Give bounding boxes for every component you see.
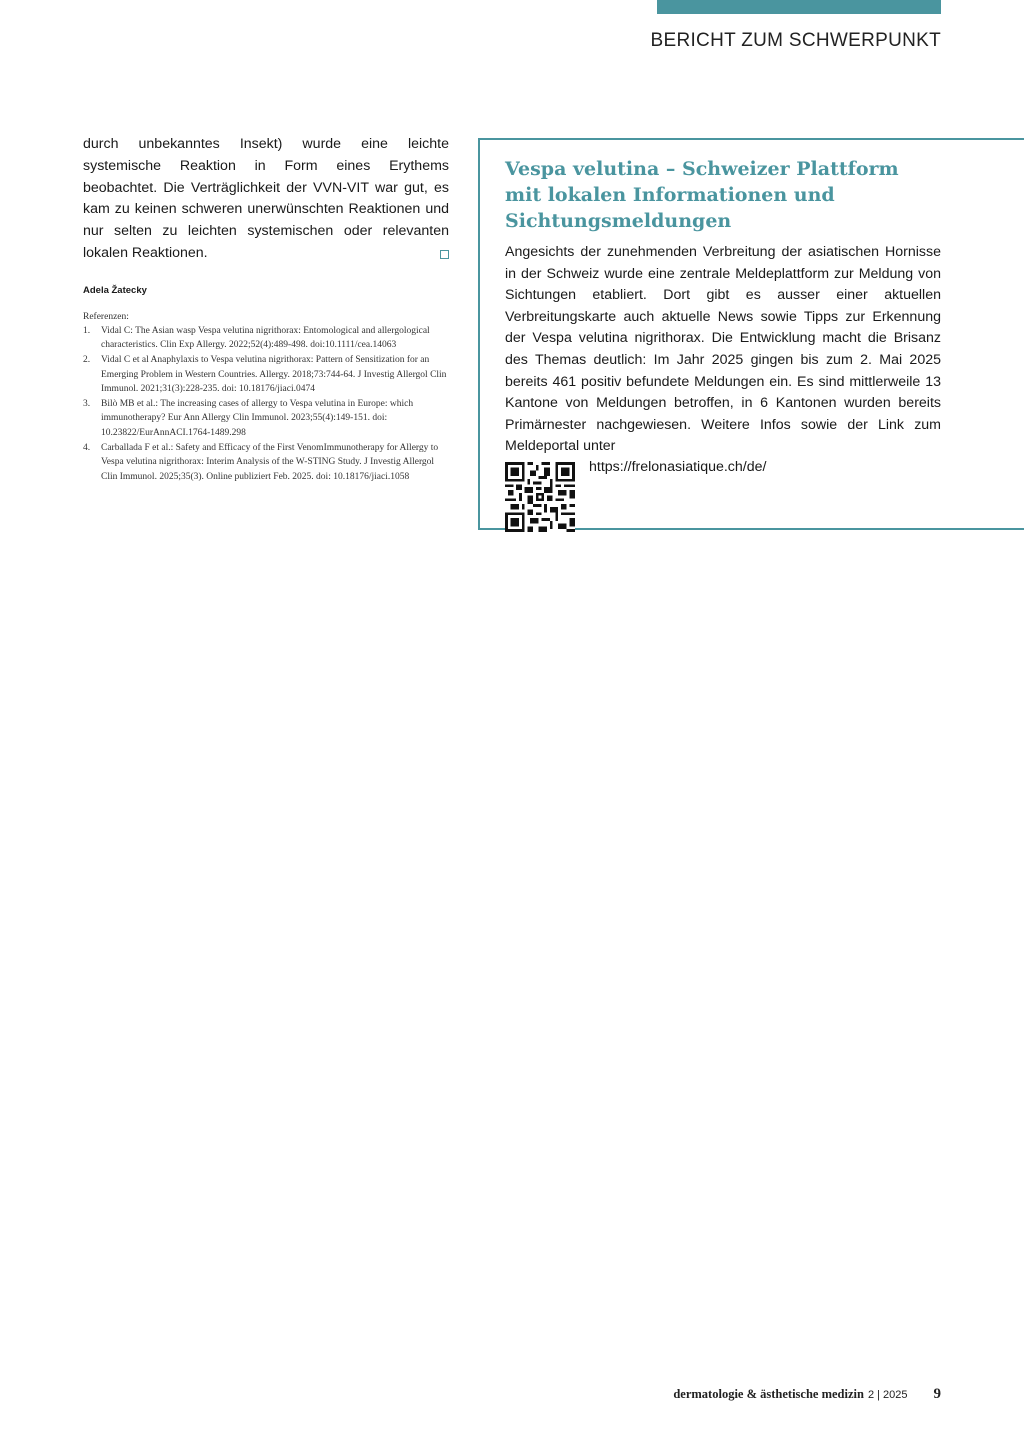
references-list (83, 324, 449, 485)
reference-number: 2. (83, 354, 91, 365)
article-author: Adela Žatecky (83, 284, 147, 296)
header-accent-bar (657, 0, 941, 14)
reference-text: Vidal C: The Asian wasp Vespa velutina nigrithorax: Entomological and allergological characteristics. Clin Exp Allergy. 2022;52(4):489-498. doi:10.1111/cea.14063 (101, 325, 430, 351)
references-heading: Referenzen: (83, 311, 129, 322)
portal-link[interactable]: https://frelonasiatique.ch/de/ (589, 458, 767, 475)
reference-item (83, 324, 449, 353)
reference-text: Vidal C et al Anaphylaxis to Vespa velutina nigrithorax: Pattern of Sensitization for an Emerging Problem in Western Countries. Allergy. 2018;73:744-64. J Investig Allergol Clin Immunol. 2021;31(3):228-235. doi: 10.18176/jiaci.0474 (101, 354, 447, 395)
info-box-title: Vespa velutina – Schweizer Plattform mit lokalen Informationen und Sichtungsmeldungen (505, 158, 899, 232)
info-box (478, 138, 1024, 530)
article-body (83, 134, 449, 265)
article-body-text: durch unbekanntes Insekt) wurde eine leichte systemische Reaktion in Form eines Erythems beobachtet. Die Verträglichkeit der VVN-VIT war gut, es kam zu keinen schweren unerwünschten Reaktionen und nur selten zu leichten systemischen oder relevanten lokalen Reaktionen. (83, 136, 449, 261)
journal-name: dermatologie & ästhetische medizin (673, 1387, 864, 1401)
end-of-article-icon (440, 250, 449, 259)
qr-row (505, 458, 941, 534)
reference-item (83, 397, 449, 441)
reference-number: 3. (83, 398, 91, 409)
info-box-text: Angesichts der zunehmenden Verbreitung der asiatischen Hornisse in der Schweiz wurde eine zentrale Meldeplattform zur Meldung von Sichtungen etabliert. Dort gibt es ausser einer aktuellen Verbreitungskarte auch aktuelle News sowie Tipps zur Erkennung der Vespa velutina nigrithorax. Die Entwicklung macht die Brisanz des Themas deutlich: Im Jahr 2025 gingen bis zum 2. Mai 2025 bereits 461 positiv befundete Meldungen ein. Es sind mittlerweile 13 Kantone von Meldungen betroffen, in 6 Kantonen wurden bereits Primärnester nachgewiesen. Weitere Infos sowie der Link zum Meldeportal unter (505, 244, 941, 455)
reference-item (83, 353, 449, 397)
page-footer (673, 1386, 941, 1403)
reference-item (83, 441, 449, 485)
reference-text: Carballada F et al.: Safety and Efficacy of the First VenomImmunotherapy for Allergy to Vespa velutina nigrithorax: Interim Analysis of the W-STING Study. J Investig Allergol Clin Immunol. 2025;35(3). Online publiziert Feb. 2025. doi: 10.18176/jiaci.1058 (101, 442, 439, 482)
section-header: BERICHT ZUM SCHWERPUNKT (650, 30, 941, 51)
reference-number: 4. (83, 442, 91, 453)
qr-code-icon[interactable] (505, 462, 575, 532)
journal-issue: 2 | 2025 (867, 1389, 908, 1401)
reference-number: 1. (83, 325, 91, 336)
article-column (83, 134, 449, 484)
reference-text: Bilò MB et al.: The increasing cases of allergy to Vespa velutina in Europe: which immunotherapy? Eur Ann Allergy Clin Immunol. 2023;55(4):149-151. doi: 10.23822/EurAnnACI.1764-1489.298 (101, 398, 414, 438)
page-number: 9 (933, 1386, 941, 1402)
info-box-content (505, 156, 941, 534)
